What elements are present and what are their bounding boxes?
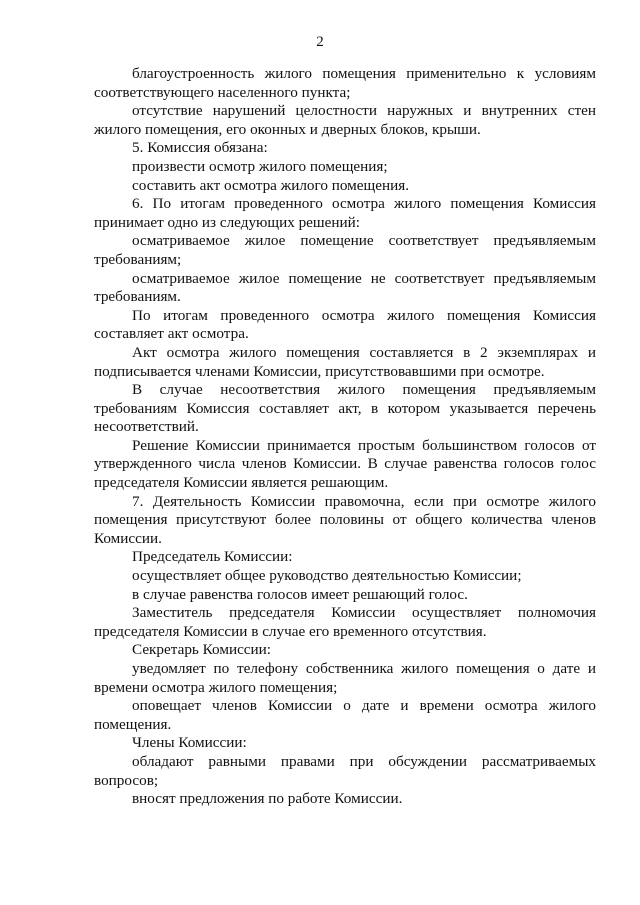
- paragraph: осуществляет общее руководство деятельностью Комиссии;: [132, 567, 522, 585]
- paragraph: Председатель Комиссии:: [132, 548, 293, 566]
- paragraph: Решение Комиссии принимается простым большинством голосов от утвержденного числа членов Комиссии. В случае равенства голосов голос председателя Комиссии является решающим.: [94, 436, 596, 492]
- section-heading: 5. Комиссия обязана:: [132, 139, 268, 157]
- section-heading: 7. Деятельность Комиссии правомочна, если при осмотре жилого помещения присутствуют более половины от общего количества членов Комиссии.: [94, 492, 596, 547]
- paragraph: Члены Комиссии:: [132, 734, 247, 752]
- paragraph: составить акт осмотра жилого помещения.: [132, 176, 409, 194]
- paragraph: осматриваемое жилое помещение соответствует предъявляемым требованиям;: [94, 232, 596, 268]
- paragraph: обладают равными правами при обсуждении рассматриваемых вопросов;: [94, 752, 596, 789]
- paragraph: По итогам проведенного осмотра жилого помещения Комиссия составляет акт осмотра.: [94, 306, 596, 343]
- paragraph: отсутствие нарушений целостности наружных и внутренних стен жилого помещения, его оконных и дверных блоков, крыши.: [94, 102, 596, 138]
- paragraph: произвести осмотр жилого помещения;: [132, 157, 388, 175]
- paragraph: Секретарь Комиссии:: [132, 641, 272, 659]
- section-heading: 6. По итогам проведенного осмотра жилого помещения Комиссия принимает одно из следующих решений:: [94, 195, 596, 231]
- paragraph: В случае несоответствия жилого помещения предъявляемым требованиям Комиссия составляет акт, в котором указывается перечень несоответствий.: [94, 381, 596, 436]
- paragraph: Акт осмотра жилого помещения составляется в 2 экземплярах и подписывается членами Комиссии, присутствовавшими при осмотре.: [94, 343, 596, 380]
- paragraph: вносят предложения по работе Комиссии.: [132, 790, 403, 808]
- document-body: [94, 65, 596, 809]
- page-number: 2: [316, 34, 324, 50]
- paragraph: оповещает членов Комиссии о дате и времени осмотра жилого помещения.: [94, 697, 596, 733]
- paragraph: уведомляет по телефону собственника жилого помещения о дате и времени осмотра жилого помещения;: [94, 660, 596, 696]
- paragraph: благоустроенность жилого помещения применительно к условиям соответствующего населенного пункта;: [94, 65, 596, 101]
- paragraph: в случае равенства голосов имеет решающий голос.: [132, 585, 468, 603]
- paragraph: осматриваемое жилое помещение не соответствует предъявляемым требованиям.: [94, 269, 596, 306]
- paragraph: Заместитель председателя Комиссии осуществляет полномочия председателя Комиссии в случае его временного отсутствия.: [94, 604, 596, 640]
